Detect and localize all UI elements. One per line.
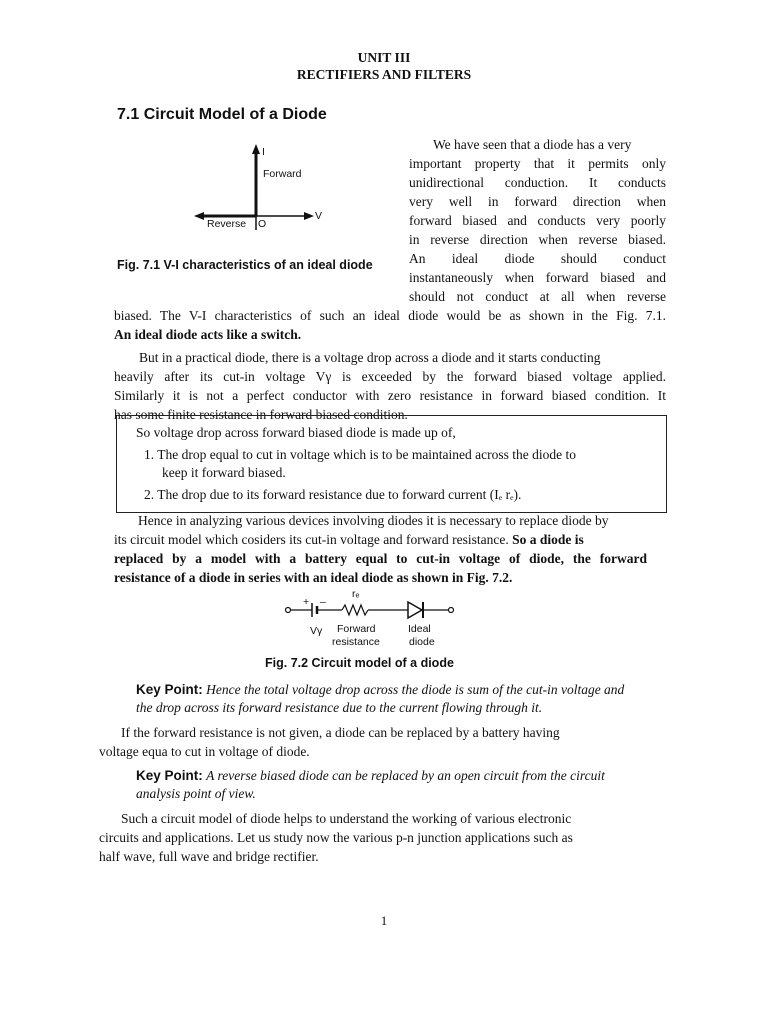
key-point-1-label: Key Point: (136, 682, 203, 697)
model-line-4: resistance of a diode in series with an ideal diode as shown in Fig. 7.2. (114, 570, 513, 585)
intro-line-7: An ideal diode should conduct (409, 251, 666, 266)
fig72-caption: Fig. 7.2 Circuit model of a diode (265, 656, 454, 670)
battery-minus-label: – (320, 596, 326, 608)
practical-line-4: has some finite resistance in forward biased condition. (114, 407, 408, 422)
cut-in-voltage-label: Vγ (310, 625, 323, 637)
model-line-3: replaced by a model with a battery equal to cut-in voltage of diode, the forward (114, 551, 647, 566)
key-point-2-text: A reverse biased diode can be replaced by an open circuit from the circuit (206, 768, 605, 783)
closing-line-2: circuits and applications. Let us study now the various p-n junction applications such as (99, 830, 573, 845)
box-item-2: 2. The drop due to its forward resistance due to forward current (Iₑ rₑ). (144, 487, 522, 502)
key-point-2-label: Key Point: (136, 768, 203, 783)
practical-line-1: But in a practical diode, there is a voltage drop across a diode and it starts conducting (139, 350, 601, 365)
model-line-1: Hence in analyzing various devices involving diodes it is necessary to replace diode by (138, 513, 609, 528)
unit-heading: UNIT III (357, 50, 411, 65)
intro-line-3: unidirectional conduction. It conducts (409, 175, 666, 190)
closing-line-3: half wave, full wave and bridge rectifier. (99, 849, 319, 864)
key-point-1-text: Hence the total voltage drop across the diode is sum of the cut-in voltage and (206, 682, 625, 697)
intro-line-8: instantaneously when forward biased and (409, 270, 666, 285)
intro-full-line: biased. The V-I characteristics of such an ideal diode would be as shown in the Fig. 7.1. (114, 308, 666, 323)
forward-label: Forward (263, 168, 302, 180)
intro-line-9: should not conduct at all when reverse (409, 289, 666, 304)
key-point-2 (136, 767, 605, 785)
box-item-1-cont: keep it forward biased. (162, 465, 286, 480)
resistor-zigzag (342, 605, 368, 615)
key-point-1 (136, 681, 624, 699)
key-point-1-cont: the drop across its forward resistance due to the current flowing through it. (136, 700, 543, 715)
intro-line-4: very well in forward direction when (409, 194, 666, 209)
box-intro: So voltage drop across forward biased diode is made up of, (136, 425, 456, 440)
practical-line-2: heavily after its cut-in voltage Vγ is exceeded by the forward biased voltage applied. (114, 369, 666, 384)
ideal-diode-label-2: diode (409, 636, 435, 648)
forward-resistance-label-1: Forward (337, 623, 376, 635)
battery-line-1: If the forward resistance is not given, a diode can be replaced by a battery having (121, 725, 560, 740)
reverse-label: Reverse (207, 218, 247, 230)
resistor-label: rₑ (352, 588, 360, 600)
intro-line-2: important property that it permits only (409, 156, 666, 171)
axis-label-current: I (262, 146, 265, 158)
model-line-2-plain: its circuit model which cosiders its cut-in voltage and forward resistance. (114, 532, 509, 547)
intro-line-5: forward biased and conducts very poorly (409, 213, 666, 228)
intro-line-1: We have seen that a diode has a very (433, 137, 632, 152)
box-item-1: 1. The drop equal to cut in voltage which is to be maintained across the diode to (144, 447, 577, 462)
ideal-switch-statement: An ideal diode acts like a switch. (114, 327, 302, 342)
key-point-2-cont: analysis point of view. (136, 786, 256, 801)
battery-line-2: voltage equa to cut in voltage of diode. (99, 744, 310, 759)
section-title: 7.1 Circuit Model of a Diode (117, 106, 327, 123)
origin-label: O (258, 218, 267, 230)
closing-line-1: Such a circuit model of diode helps to understand the working of various electronic (121, 811, 572, 826)
fig71-caption: Fig. 7.1 V-I characteristics of an ideal diode (117, 258, 373, 272)
forward-resistance-label-2: resistance (332, 636, 380, 648)
model-line-2 (114, 531, 584, 549)
practical-line-3: Similarly it is not a perfect conductor with zero resistance in forward biased condition. It (114, 388, 666, 403)
ideal-diode-label-1: Ideal (408, 623, 431, 635)
intro-line-6: in reverse direction when reverse biased. (409, 232, 666, 247)
diode-triangle (408, 602, 422, 618)
page-number: 1 (380, 913, 388, 928)
axis-label-voltage: V (315, 210, 323, 222)
model-line-2-bold: So a diode is (512, 532, 584, 547)
chapter-subtitle: RECTIFIERS AND FILTERS (296, 67, 472, 82)
battery-plus-label: + (303, 596, 310, 608)
